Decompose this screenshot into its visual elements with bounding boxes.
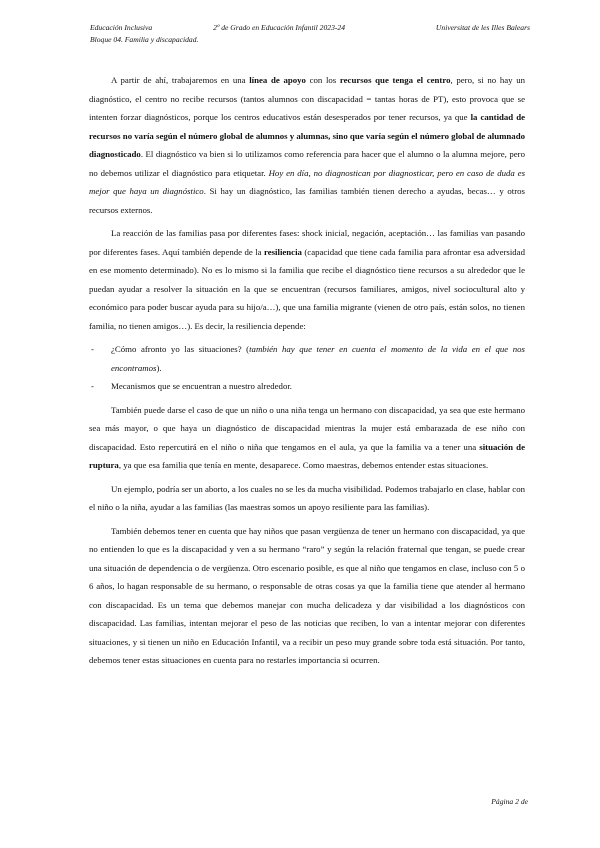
bold-text: la cantidad de recursos no varía según el número global de alumnos y alumnas, sino que varía según el número global de alumnado diagnosticado [89, 112, 525, 159]
paragraph [89, 480, 525, 517]
text-run: También puede darse el caso de que un niño o una niña tenga un hermano con discapacidad, ya sea que este hermano sea más mayor, o que haya un diagnóstico de discapacidad mientras la mujer está embarazada de ese niño con discapacidad. Esto repercutirá en el niño o niña que tengamos en el aula, ya que la familia va a tener una [89, 404, 525, 452]
text-run: (capacidad que tiene cada familia para afrontar esa adversidad en ese momento determinado). No es lo mismo si la familia que recibe el diagnóstico tiene recursos a su alrededor que le puedan ayudar a resolver la situación en la que se encuentran (recursos familiares, amigos, nivel sociocultural alto y económico para poder buscar ayuda para su hijo/a…), que una familia migrante (vienen de otro país, están solos, no tienen familia, no tienen amigos…). Es decir, la resiliencia depende: [89, 246, 525, 331]
list-item [89, 340, 525, 377]
paragraph [89, 224, 525, 335]
text-run: Mecanismos que se encuentran a nuestro alrededor. [111, 381, 293, 391]
text-run: También debemos tener en cuenta que hay niños que pasan vergüenza de tener un hermano con discapacidad, ya que no entienden lo que es la discapacidad y ven a su hermano “raro” y según la relación fraternal que tengan, se puede crear una situación de dependencia o de vergüenza. Otro escenario posible, es que al niño que tengamos en clase, incluso con 5 o 6 años, lo hagan responsable de su hermano, o responsable de otras cosas ya que la familia tiene que atender al hermano con discapacidad. Es un tema que debemos manejar con mucha delicadeza y dar visibilidad a los diagnósticos con discapacidad. Las familias, intentan mejorar el peso de las noticias que reciben, lo van a intentar mejorar con diferentes situaciones, y si tienen un niño en Educación Infantil, va a recibir un peso muy grande sobre toda está situación. Por tanto, debemos tener estas situaciones en cuenta para no restarles importancia si ocurren. [89, 525, 525, 665]
text-run: . El diagnóstico va bien si lo utilizamos como referencia para hacer que el alumno o la alumna mejore, pero no debemos utilizar el diagnóstico para etiquetar. [89, 149, 525, 178]
bold-text: situación de ruptura [89, 441, 525, 470]
italic-text: Hoy en día, no diagnostican por diagnosticar, pero en caso de duda es mejor que haya un diagnóstico [89, 167, 525, 196]
header-subject: Educación Inclusiva [90, 23, 153, 32]
bold-text: resiliencia [263, 246, 302, 257]
text-run: ). [156, 362, 162, 373]
page-number: Página 2 de [491, 797, 528, 806]
paragraph [89, 522, 525, 670]
text-run: La reacción de las familias pasa por diferentes fases: shock inicial, negación, aceptación… las familias van pasando por diferentes fases. Aquí también depende de la [89, 228, 525, 257]
bold-text: recursos que tenga el centro [339, 75, 451, 85]
page-header [90, 22, 530, 46]
text-run: , pero, si no hay un diagnóstico, el centro no recibe recursos (tantos alumnos con discapacidad = tantas horas de PT), esto provoca que se intenten forzar diagnósticos, porque los centros educativos están desesperados por tener recursos, ya que [89, 75, 526, 122]
text-run: ¿Cómo afronto yo las situaciones? ( [111, 344, 250, 354]
paragraph [89, 401, 525, 475]
bold-text: línea de apoyo [249, 75, 306, 85]
header-degree: 2º de Grado en Educación Infantil 2023-24 [213, 23, 345, 32]
text-run: Un ejemplo, podría ser un aborto, a los cuales no se les da mucha visibilidad. Podemos trabajarlo en clase, hablar con el niño o la niña, ayudar a las familias (las maestras somos un apoyo resiliente para las familias). [89, 483, 525, 512]
text-run: A partir de ahí, trabajaremos en una [111, 75, 250, 85]
text-run: . Si hay un diagnóstico, las familias también tienen derecho a ayudas, becas… y otros recursos externos. [89, 186, 525, 215]
header-university: Universitat de les Illes Balears [435, 23, 530, 32]
bullet-list [89, 340, 525, 396]
paragraph [89, 71, 525, 219]
document-body [89, 71, 525, 675]
text-run: con los [305, 75, 340, 85]
list-item [89, 377, 525, 396]
header-block: Bloque 04. Familia y discapacidad. [90, 35, 199, 44]
text-run: , ya que esa familia que tenía en mente, desaparece. Como maestras, debemos entender estas situaciones. [118, 460, 489, 470]
italic-text: también hay que tener en cuenta el momento de la vida en el que nos encontramos [111, 344, 525, 373]
